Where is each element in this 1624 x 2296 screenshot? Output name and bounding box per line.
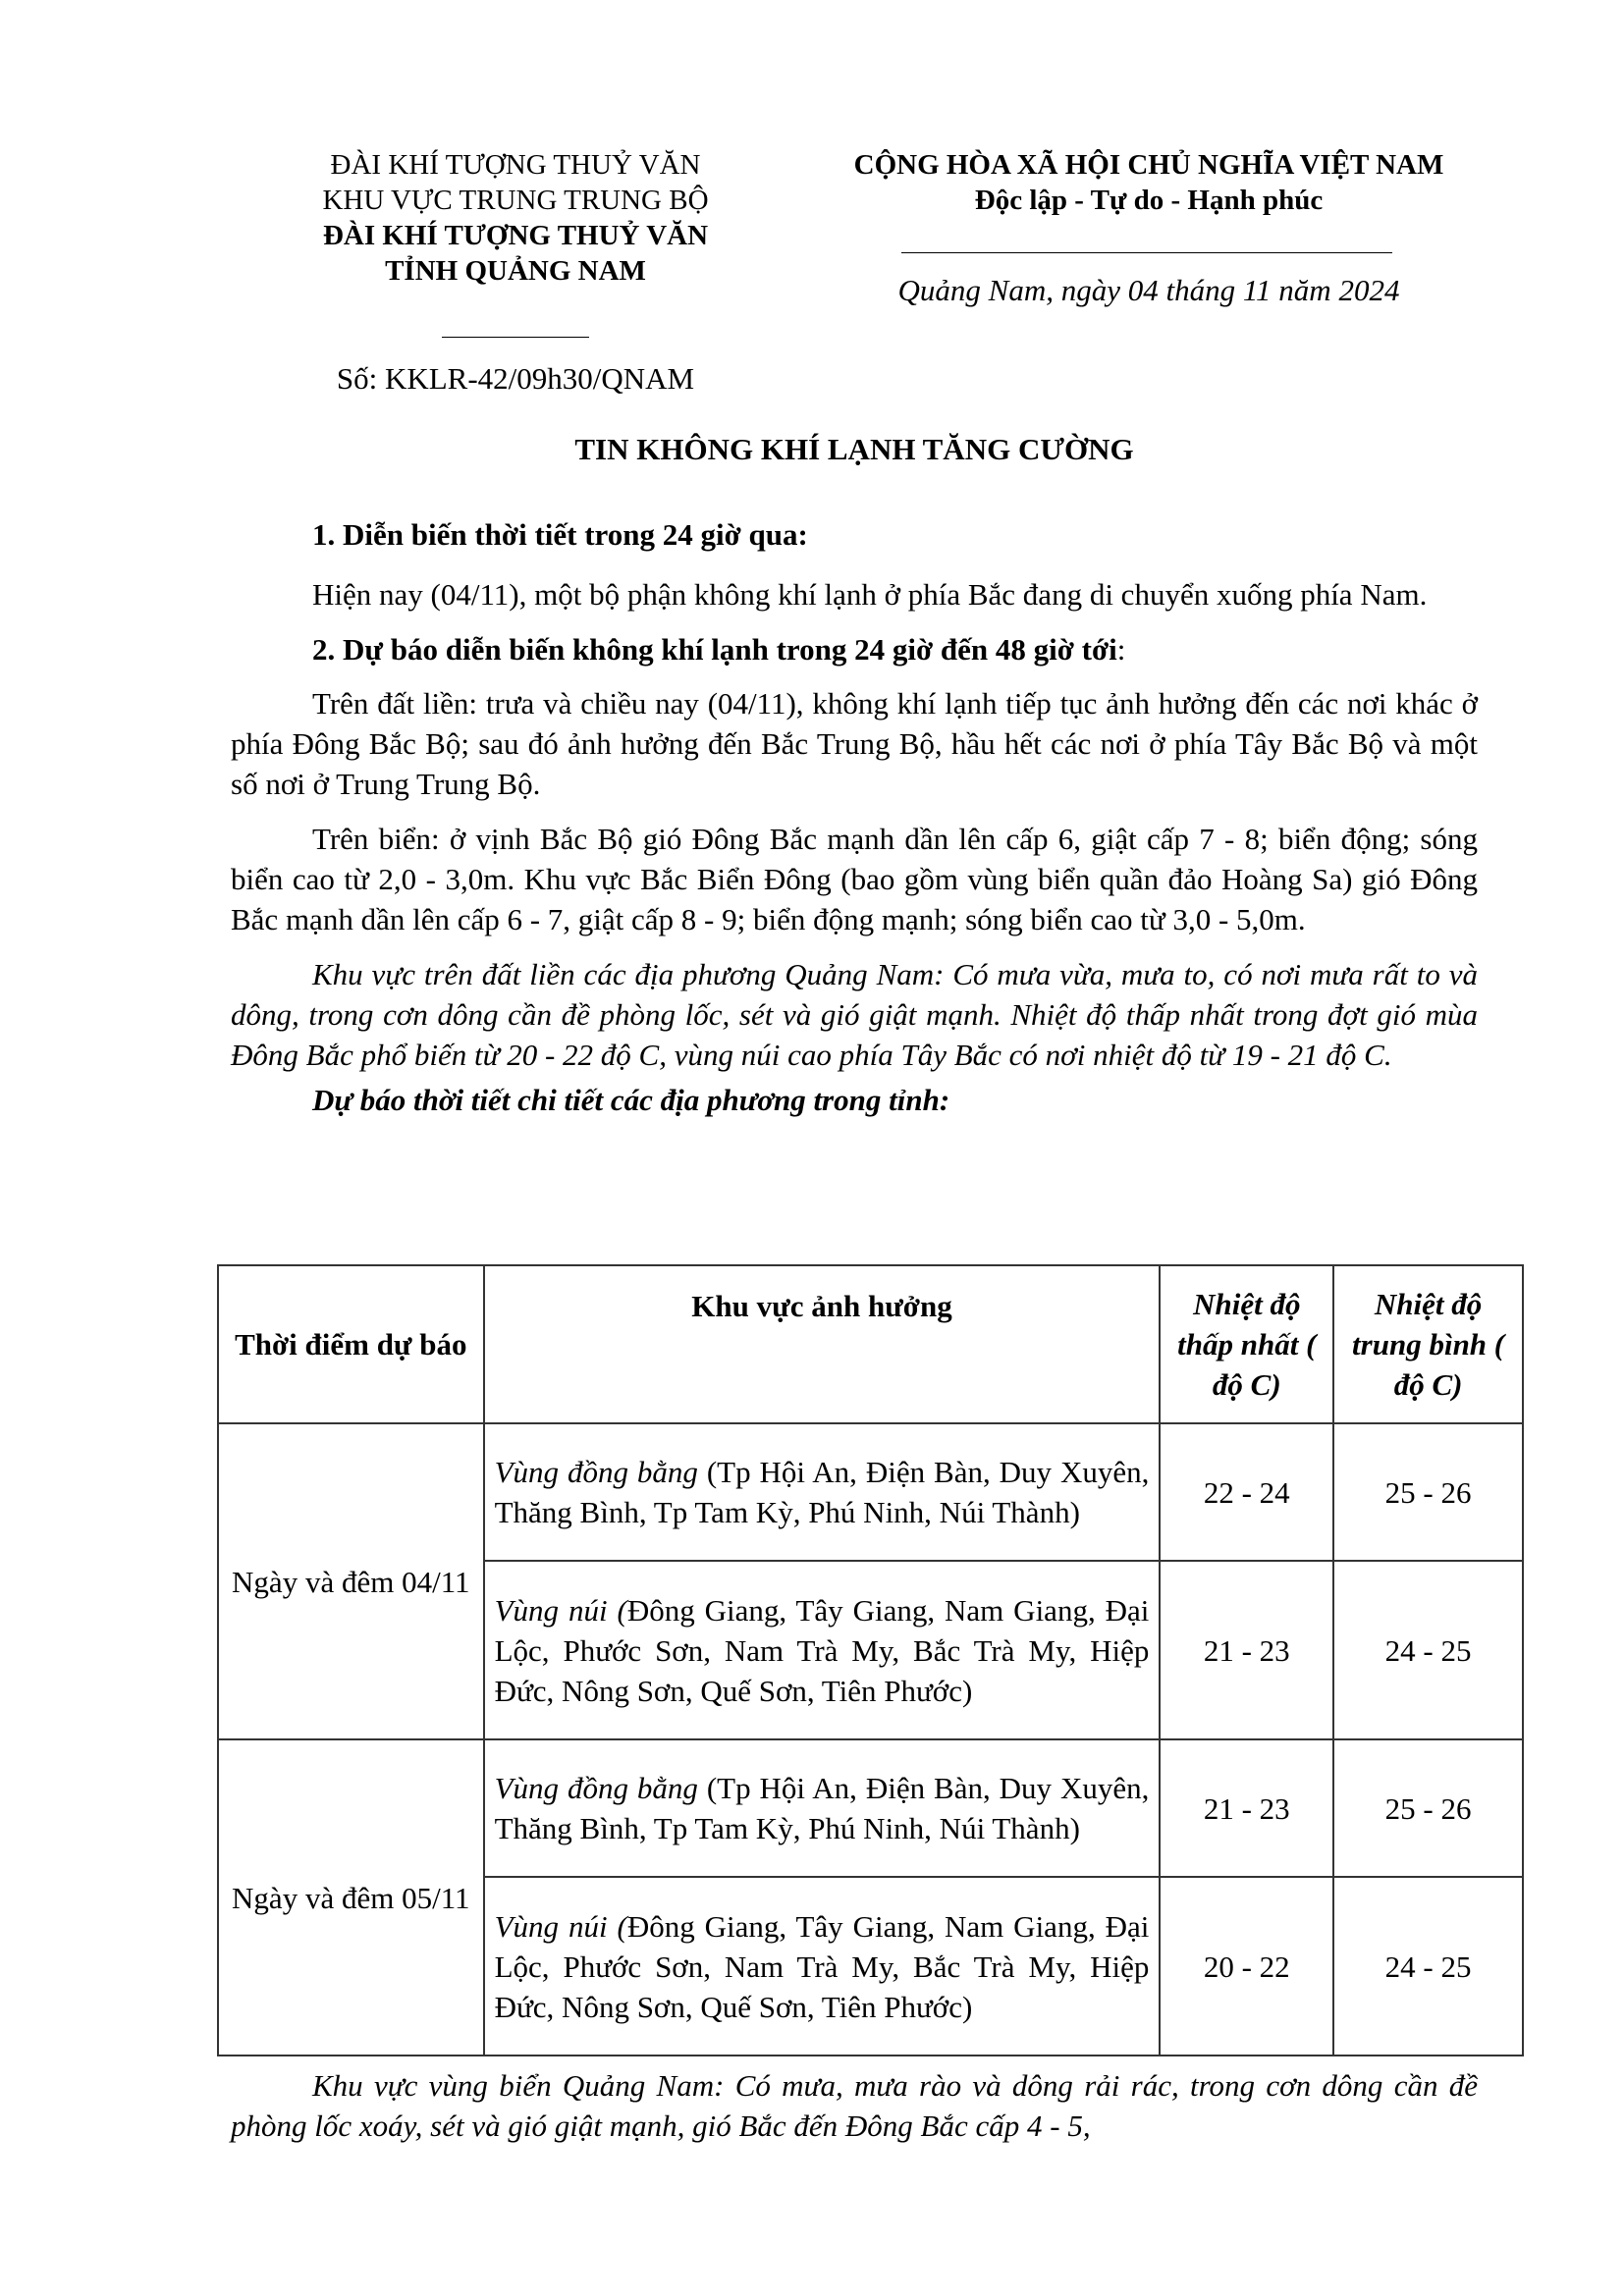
header-min-temp: Nhiệt độ thấp nhất ( độ C) xyxy=(1160,1265,1333,1423)
area-cell xyxy=(484,1561,1161,1739)
sea-forecast: Trên biển: ở vịnh Bắc Bộ gió Đông Bắc mạnh dần lên cấp 6, giật cấp 7 - 8; biển động; sóng biển cao từ 2,0 - 3,0m. Khu vực Bắc Biển Đông (bao gồm vùng biển quần đảo Hoàng Sa) gió Đông Bắc mạnh dần lên cấp 6 - 7, giật cấp 8 - 9; biển động mạnh; sóng biển cao từ 3,0 - 5,0m. xyxy=(231,821,1478,937)
area-detail: (Tp Hội An, Điện Bàn, Duy Xuyên, Thăng Bình, Tp Tam Kỳ, Phú Ninh, Núi Thành) xyxy=(494,1771,1150,1845)
table-caption: Dự báo thời tiết chi tiết các địa phương trong tỉnh: xyxy=(312,1082,950,1117)
section-2-heading-text: 2. Dự báo diễn biến không khí lạnh trong 24 giờ đến 48 giờ tới xyxy=(312,631,1117,667)
body-top xyxy=(231,514,1478,1120)
time-cell: Ngày và đêm 04/11 xyxy=(218,1423,484,1739)
document-date: Quảng Nam, ngày 04 tháng 11 năm 2024 xyxy=(897,273,1400,307)
table-row xyxy=(218,1739,1523,1877)
min-temp-cell: 20 - 22 xyxy=(1160,1877,1333,2056)
issuing-agency xyxy=(265,147,766,289)
quang-nam-sea-forecast: Khu vực vùng biển Quảng Nam: Có mưa, mưa rào và dông rải rác, trong cơn dông cần đề phòng lốc xoáy, sét và gió giật mạnh, gió Bắc đến Đông Bắc cấp 4 - 5, xyxy=(231,2068,1478,2144)
min-temp-cell: 21 - 23 xyxy=(1160,1561,1333,1739)
agency-line-2: KHU VỰC TRUNG TRUNG BỘ xyxy=(322,185,709,216)
area-label: Vùng đồng bằng xyxy=(494,1771,698,1805)
area-label: Vùng núi ( xyxy=(494,1592,627,1628)
motto-divider xyxy=(901,252,1392,253)
area-detail: Đông Giang, Tây Giang, Nam Giang, Đại Lộc, Phước Sơn, Nam Trà My, Bắc Trà My, Hiệp Đức, Nông Sơn, Quế Sơn, Tiên Phước) xyxy=(494,1908,1150,2024)
avg-temp-cell: 24 - 25 xyxy=(1333,1877,1523,2056)
area-detail: (Tp Hội An, Điện Bàn, Duy Xuyên, Thăng Bình, Tp Tam Kỳ, Phú Ninh, Núi Thành) xyxy=(494,1455,1150,1529)
min-temp-cell: 22 - 24 xyxy=(1160,1423,1333,1561)
document-number: Số: KKLR-42/09h30/QNAM xyxy=(336,361,695,396)
table-row xyxy=(218,1423,1523,1561)
agency-line-3: ĐÀI KHÍ TƯỢNG THUỶ VĂN xyxy=(322,220,709,251)
time-cell: Ngày và đêm 05/11 xyxy=(218,1739,484,2056)
motto: Độc lập - Tự do - Hạnh phúc xyxy=(974,185,1324,216)
min-temp-cell: 21 - 23 xyxy=(1160,1739,1333,1877)
quang-nam-land-forecast: Khu vực trên đất liền các địa phương Quảng Nam: Có mưa vừa, mưa to, có nơi mưa rất to và dông, trong cơn dông cần đề phòng lốc, sét và gió giật mạnh. Nhiệt độ thấp nhất trong đợt gió mùa Đông Bắc phổ biến từ 20 - 22 độ C, vùng núi cao phía Tây Bắc có nơi nhiệt độ từ 19 - 21 độ C. xyxy=(231,956,1478,1073)
area-label: Vùng đồng bằng xyxy=(494,1455,698,1489)
forecast-table xyxy=(217,1264,1524,2056)
body-bottom xyxy=(231,2065,1478,2147)
header-time: Thời điểm dự báo xyxy=(218,1265,484,1423)
header-area: Khu vực ảnh hưởng xyxy=(484,1265,1161,1423)
land-forecast: Trên đất liền: trưa và chiều nay (04/11), không khí lạnh tiếp tục ảnh hưởng đến các nơi khác ở phía Đông Bắc Bộ; sau đó ảnh hưởng đến Bắc Trung Bộ, hầu hết các nơi ở phía Tây Bắc Bộ và một số nơi ở Trung Trung Bộ. xyxy=(231,685,1478,802)
area-cell xyxy=(484,1877,1161,2056)
avg-temp-cell: 25 - 26 xyxy=(1333,1739,1523,1877)
section-2-heading xyxy=(231,629,1478,669)
area-cell xyxy=(484,1739,1161,1877)
table-header-row xyxy=(218,1265,1523,1423)
area-detail: Đông Giang, Tây Giang, Nam Giang, Đại Lộc, Phước Sơn, Nam Trà My, Bắc Trà My, Hiệp Đức, Nông Sơn, Quế Sơn, Tiên Phước) xyxy=(494,1592,1150,1708)
avg-temp-cell: 24 - 25 xyxy=(1333,1561,1523,1739)
section-1-heading: 1. Diễn biến thời tiết trong 24 giờ qua: xyxy=(312,517,808,552)
header-avg-temp: Nhiệt độ trung bình ( độ C) xyxy=(1333,1265,1523,1423)
agency-line-4: TỈNH QUẢNG NAM xyxy=(385,255,646,287)
agency-divider xyxy=(442,337,589,338)
section-1-text: Hiện nay (04/11), một bộ phận không khí lạnh ở phía Bắc đang di chuyển xuống phía Nam. xyxy=(312,577,1428,613)
area-label: Vùng núi ( xyxy=(494,1908,627,1944)
agency-line-1: ĐÀI KHÍ TƯỢNG THUỶ VĂN xyxy=(330,149,701,181)
area-cell xyxy=(484,1423,1161,1561)
national-motto xyxy=(815,147,1483,218)
document-title: TIN KHÔNG KHÍ LẠNH TĂNG CƯỜNG xyxy=(574,432,1134,466)
country-name: CỘNG HÒA XÃ HỘI CHỦ NGHĨA VIỆT NAM xyxy=(853,149,1444,181)
section-2-heading-colon: : xyxy=(1116,631,1126,667)
avg-temp-cell: 25 - 26 xyxy=(1333,1423,1523,1561)
